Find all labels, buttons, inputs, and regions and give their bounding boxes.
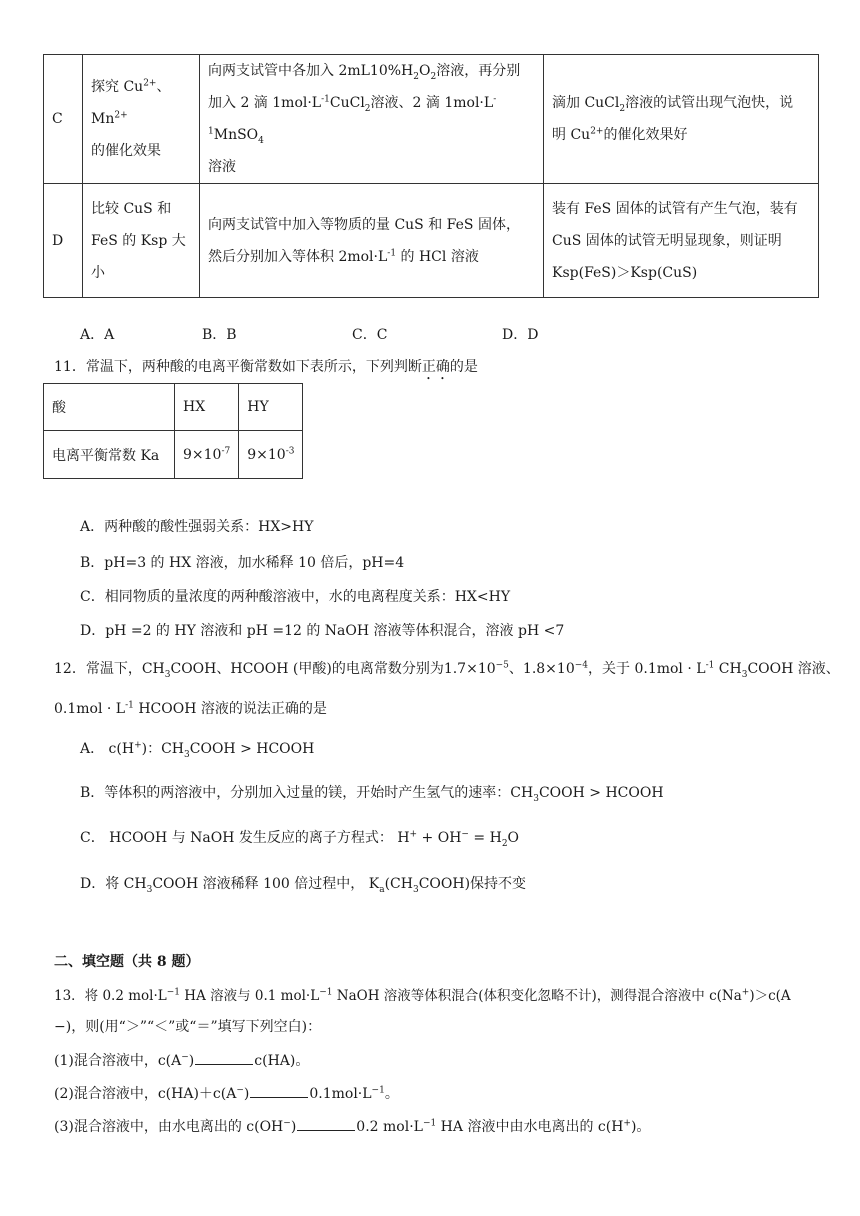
q12-stem-line2 [54, 698, 327, 718]
text-fragment: 滴加 CuCl [552, 95, 620, 111]
text-fragment: D．将 CH [80, 876, 147, 892]
text-fragment: −1 [422, 1118, 437, 1129]
text-fragment: 0.2 mol·L [356, 1119, 423, 1135]
text-fragment: 3 [164, 669, 171, 680]
q13-sub2 [54, 1083, 399, 1103]
text-fragment: COOH、HCOOH (甲酸)的电离常数分别为 [170, 661, 444, 677]
text-fragment: B．等体积的两溶液中，分别加入过量的镁，开始时产生氢气的速率：CH [80, 785, 534, 801]
text-fragment: )：CH [141, 741, 185, 757]
text-fragment: (CH [384, 876, 413, 892]
experiment-table [43, 54, 819, 298]
text-fragment: 溶液、2 滴 1mol·L [370, 95, 494, 111]
text-fragment: -1 [208, 94, 497, 137]
header-hx: HX [175, 384, 239, 431]
text-fragment: )。 [630, 1119, 651, 1135]
row-letter: D [44, 184, 83, 298]
text-fragment: ，关于 0.1mol · L [588, 661, 706, 677]
text-fragment: )＞c(A [749, 988, 791, 1004]
text-fragment: − [283, 1118, 291, 1129]
text-fragment: 2 [430, 71, 437, 82]
text-fragment: Ksp(FeS)＞Ksp(CuS) [552, 264, 698, 281]
q11-option-b[interactable]: B．pH=3 的 HX 溶液，加水稀释 10 倍后，pH=4 [80, 555, 405, 571]
text-fragment: = H [468, 830, 502, 846]
text-fragment: − [54, 1019, 66, 1035]
ka-table [43, 383, 303, 479]
text-fragment: 的催化效果 [91, 143, 161, 159]
text-fragment: CuCl [329, 95, 365, 111]
q11-option-a[interactable]: A．两种酸的酸性强弱关系：HX>HY [80, 519, 314, 535]
text-fragment: 的是 [449, 359, 478, 375]
text-fragment: 9×10 [247, 446, 286, 463]
q10-option-d[interactable]: D．D [502, 327, 539, 343]
text-fragment: 1.7×10 [443, 661, 496, 677]
text-fragment: (1)混合溶液中，c(A [54, 1053, 182, 1069]
q11-stem [54, 356, 478, 383]
q13-sub1 [54, 1050, 309, 1070]
text-fragment: 2+ [590, 126, 604, 137]
text-fragment: COOH > HCOOH [538, 785, 664, 801]
text-fragment: + OH [417, 830, 462, 846]
text-fragment: HCOOH 溶液的说法正确的是 [133, 701, 327, 717]
q13-stem-line2 [54, 1016, 321, 1036]
text-fragment: COOH > HCOOH [189, 741, 315, 757]
q10-option-c[interactable]: C．C [352, 327, 388, 343]
text-fragment: ) [290, 1119, 297, 1135]
header-acid: 酸 [44, 384, 175, 431]
text-fragment: 。 [384, 1086, 399, 1102]
text-fragment: − [461, 829, 469, 840]
result-cell [544, 184, 819, 298]
text-fragment: + [409, 829, 418, 840]
text-fragment: -1 [705, 660, 715, 671]
text-fragment: COOH 溶液稀释 100 倍过程中， K [152, 876, 380, 892]
text-fragment: CuS 固体的试管无明显现象，则证明 [552, 232, 782, 249]
q12-option-b[interactable] [80, 782, 664, 802]
text-fragment: 3 [533, 793, 539, 804]
text-fragment: NaOH 溶液等体积混合(体积变化忽略不计)，测得混合溶液中 c(Na [332, 988, 742, 1004]
text-fragment: 3 [412, 884, 419, 895]
q10-option-a[interactable]: A．A [80, 327, 115, 343]
text-fragment: 溶液 [208, 159, 236, 175]
ka-hy [239, 431, 303, 479]
text-fragment: HA 溶液中由水电离出的 c(H [436, 1119, 624, 1135]
text-fragment: 1.8×10 [522, 661, 575, 677]
text-fragment: 9×10 [183, 446, 222, 463]
text-fragment: 3 [184, 749, 190, 760]
q12-option-c[interactable] [80, 827, 519, 847]
q12-option-d[interactable] [80, 873, 526, 893]
table-row-c [44, 55, 819, 184]
text-fragment: )，则(用“＞”“＜”或“＝”填写下列空白)： [65, 1019, 322, 1035]
text-fragment: O [507, 830, 520, 846]
text-fragment: 0.1mol · L [54, 701, 126, 717]
section-heading: 二、填空题（共 8 题） [54, 954, 200, 970]
ka-table-row [44, 431, 303, 479]
text-fragment: 13．将 0.2 mol·L [54, 988, 167, 1004]
text-fragment: FeS 的 Ksp 大小 [91, 232, 186, 281]
q11-option-c[interactable]: C．相同物质的量浓度的两种酸溶液中，水的电离程度关系：HX<HY [80, 589, 511, 605]
text-fragment: 3 [741, 669, 748, 680]
table-row-d [44, 184, 819, 298]
text-fragment: CH [714, 661, 742, 677]
text-fragment: -1 [387, 247, 397, 258]
q13-stem-line1 [54, 984, 791, 1004]
text-fragment: 的催化效果好 [603, 127, 688, 143]
text-fragment: 2 [619, 103, 626, 114]
text-fragment: 4 [258, 135, 264, 146]
text-fragment: C． HCOOH 与 NaOH 发生反应的离子方程式： H [80, 830, 410, 846]
row-label: 电离平衡常数 Ka [44, 431, 175, 479]
text-fragment: c(HA)。 [254, 1053, 310, 1069]
text-fragment: COOH 溶液、 [747, 661, 840, 677]
ka-table-header [44, 384, 303, 431]
purpose-cell [83, 55, 200, 184]
text-fragment: 装有 FeS 固体的试管有产生气泡，装有 [552, 200, 798, 217]
text-fragment: 、Mn [91, 79, 171, 127]
text-fragment: −1 [319, 987, 333, 998]
text-fragment: -1 [125, 700, 134, 711]
text-fragment: − [236, 1085, 244, 1096]
text-fragment: ) [188, 1053, 195, 1069]
text-fragment: −1 [371, 1085, 385, 1096]
text-fragment: 向两支试管中各加入 2mL10%H [208, 63, 414, 79]
text-fragment: (2)混合溶液中，c(HA)＋c(A [54, 1086, 237, 1102]
text-fragment: (3)混合溶液中，由水电离出的 c(OH [54, 1119, 284, 1135]
q12-option-a[interactable] [80, 738, 314, 758]
text-fragment: -3 [285, 445, 295, 456]
text-fragment: 2 [364, 103, 371, 114]
text-fragment: HA 溶液与 0.1 mol·L [180, 988, 320, 1004]
text-fragment: ) [243, 1086, 250, 1102]
text-fragment: 正确 [421, 359, 450, 375]
text-fragment: -7 [221, 445, 231, 456]
text-fragment: 溶液的试管出现气泡快，说 [625, 95, 794, 111]
q11-option-d[interactable]: D．pH =2 的 HY 溶液和 pH =12 的 NaOH 溶液等体积混合，溶液 pH <7 [80, 623, 565, 639]
text-fragment: 2+ [114, 110, 128, 121]
text-fragment: 比较 CuS 和 [91, 200, 172, 217]
q10-option-b[interactable]: B．B [202, 327, 237, 343]
ka-hx [175, 431, 239, 479]
text-fragment: 2 [413, 71, 419, 82]
purpose-cell [83, 184, 200, 298]
text-fragment: MnSO [213, 127, 259, 143]
result-cell [544, 55, 819, 184]
text-fragment: 3 [146, 884, 153, 895]
text-fragment: −5 [495, 660, 509, 671]
text-fragment: 向两支试管中加入等物质的量 CuS 和 FeS 固体， [208, 216, 520, 233]
text-fragment: 溶液，再分别 [436, 63, 521, 79]
text-fragment: A． c(H [80, 741, 135, 757]
text-fragment: − [181, 1052, 189, 1063]
q13-sub3 [54, 1116, 650, 1136]
text-fragment: + [134, 740, 142, 751]
text-fragment: a [379, 884, 385, 895]
operation-cell [200, 184, 544, 298]
text-fragment: 0.1mol·L [309, 1086, 372, 1102]
text-fragment: 明 Cu [552, 127, 591, 143]
q12-stem-line1 [54, 658, 840, 678]
text-fragment: + [623, 1118, 631, 1129]
text-fragment: 2 [501, 838, 508, 849]
row-letter: C [44, 55, 83, 184]
text-fragment: -1 [321, 94, 330, 105]
text-fragment: O [419, 63, 431, 79]
operation-cell [200, 55, 544, 184]
text-fragment: COOH)保持不变 [418, 876, 527, 892]
header-hy: HY [239, 384, 303, 431]
text-fragment: 、 [508, 661, 523, 677]
text-fragment: 的 HCl 溶液 [396, 248, 479, 265]
text-fragment: 12．常温下，CH [54, 661, 165, 677]
text-fragment: 然后分别加入等体积 2mol·L [208, 248, 388, 265]
text-fragment: 探究 Cu [91, 79, 144, 95]
answer-blank-1[interactable] [195, 1050, 253, 1065]
text-fragment: −4 [574, 660, 589, 671]
text-fragment: 加入 2 滴 1mol·L [208, 95, 322, 111]
answer-blank-2[interactable] [250, 1083, 308, 1098]
text-fragment: 2+ [143, 78, 157, 89]
text-fragment: 11．常温下，两种酸的电离平衡常数如下表所示，下列判断 [54, 359, 422, 375]
text-fragment: −1 [166, 987, 181, 998]
text-fragment: + [741, 987, 750, 998]
answer-blank-3[interactable] [297, 1116, 355, 1131]
